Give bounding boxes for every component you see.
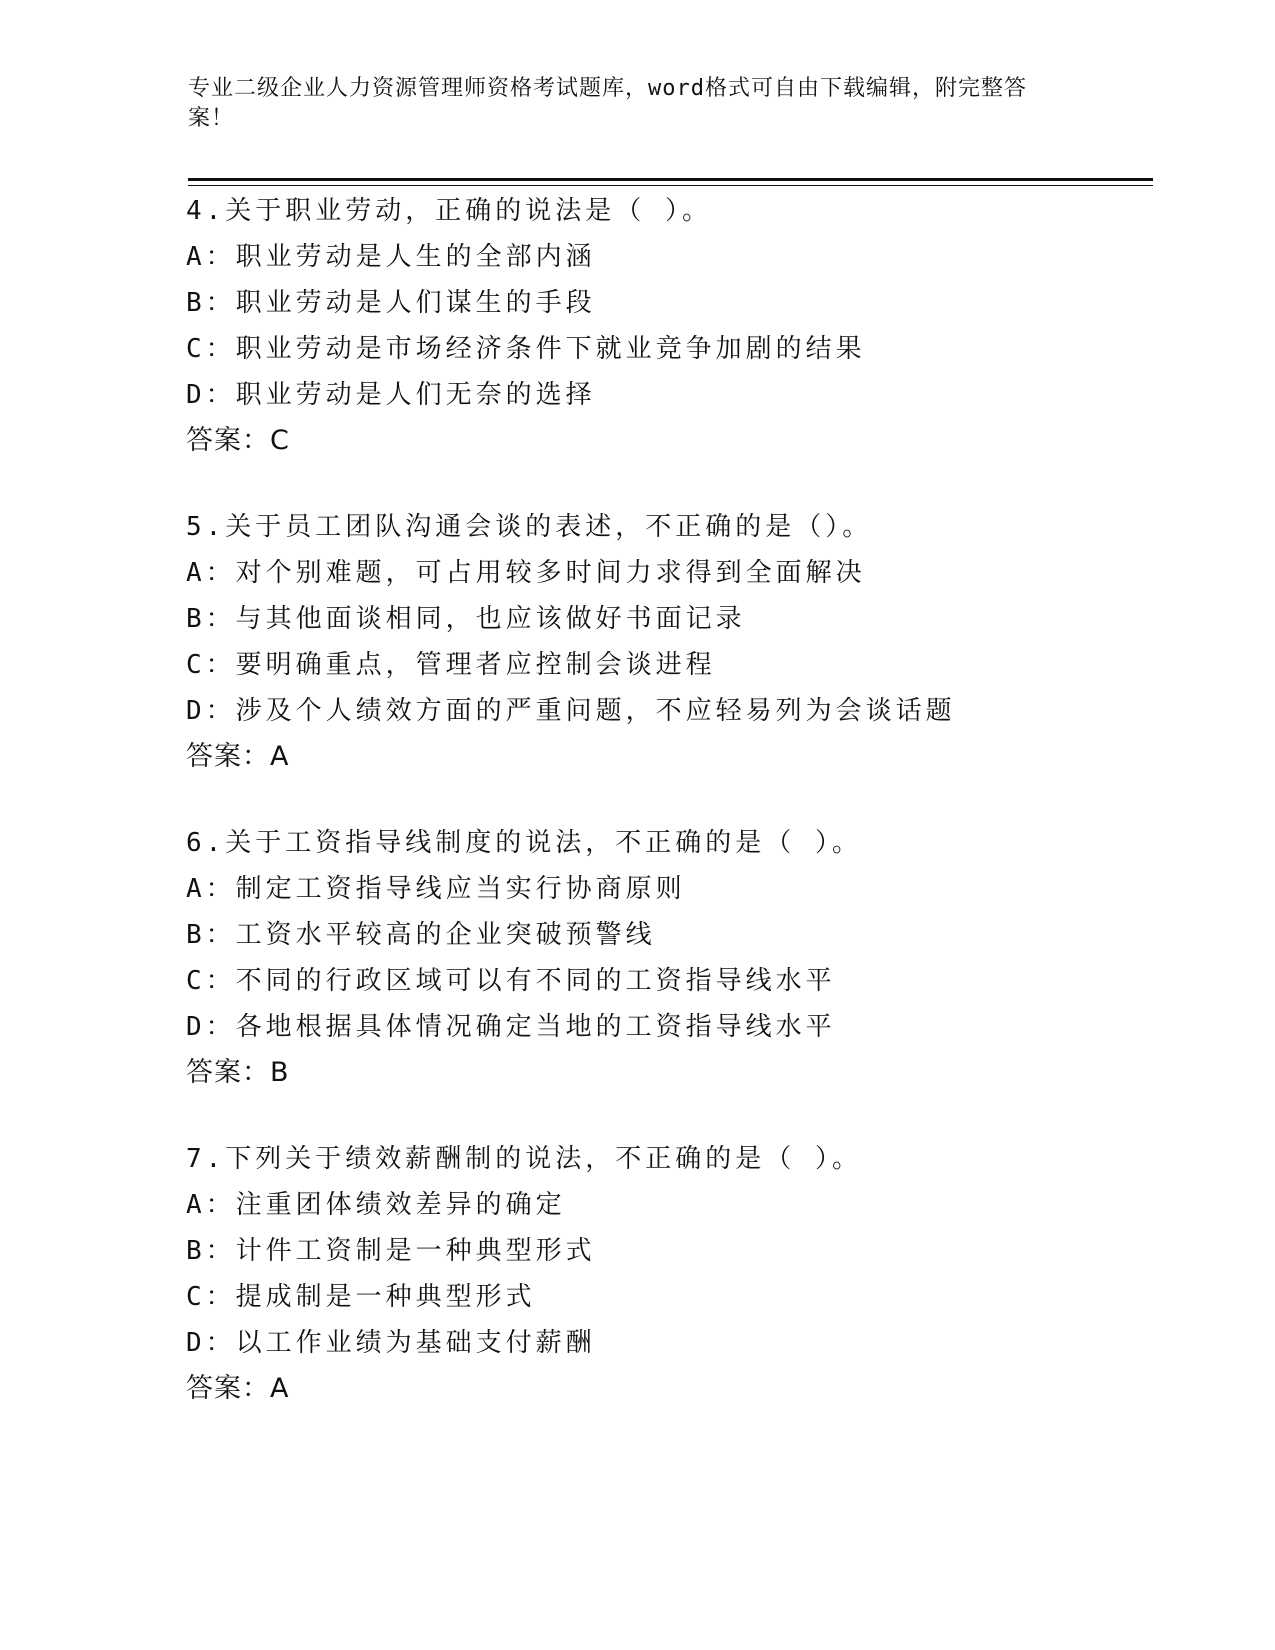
option-b: B：职业劳动是人们谋生的手段	[186, 288, 596, 318]
header-divider-thin	[188, 185, 1153, 186]
document-header: 专业二级企业人力资源管理师资格考试题库，word格式可自由下载编辑，附完整答案！	[188, 76, 1027, 131]
question-5	[186, 504, 1146, 780]
option-c: C：不同的行政区域可以有不同的工资指导线水平	[186, 966, 836, 996]
option-a: A：职业劳动是人生的全部内涵	[186, 242, 596, 272]
option-a: A：注重团体绩效差异的确定	[186, 1190, 566, 1220]
answer-label: 答案：B	[186, 1057, 290, 1088]
option-b: B：计件工资制是一种典型形式	[186, 1236, 596, 1266]
option-d: D：涉及个人绩效方面的严重问题，不应轻易列为会谈话题	[186, 696, 956, 726]
option-d: D：职业劳动是人们无奈的选择	[186, 380, 596, 410]
question-stem: 4.关于职业劳动，正确的说法是（ ）。	[186, 196, 712, 226]
option-b: B：工资水平较高的企业突破预警线	[186, 920, 656, 950]
option-c: C：提成制是一种典型形式	[186, 1282, 536, 1312]
option-a: A：对个别难题，可占用较多时间力求得到全面解决	[186, 558, 866, 588]
question-7	[186, 1136, 1146, 1412]
answer-label: 答案：A	[186, 1373, 290, 1404]
option-d: D：以工作业绩为基础支付薪酬	[186, 1328, 596, 1358]
answer-label: 答案：C	[186, 425, 290, 456]
option-d: D：各地根据具体情况确定当地的工资指导线水平	[186, 1012, 836, 1042]
answer-label: 答案：A	[186, 741, 290, 772]
question-6	[186, 820, 1146, 1096]
question-4	[186, 188, 1146, 464]
question-stem: 7.下列关于绩效薪酬制的说法，不正确的是（ ）。	[186, 1144, 862, 1174]
question-stem: 6.关于工资指导线制度的说法，不正确的是（ ）。	[186, 828, 862, 858]
header-divider-thick	[188, 178, 1153, 181]
option-c: C：职业劳动是市场经济条件下就业竞争加剧的结果	[186, 334, 866, 364]
option-b: B：与其他面谈相同，也应该做好书面记录	[186, 604, 746, 634]
question-list	[186, 188, 1146, 1452]
option-a: A：制定工资指导线应当实行协商原则	[186, 874, 686, 904]
question-stem: 5.关于员工团队沟通会谈的表述，不正确的是（）。	[186, 512, 873, 542]
option-c: C：要明确重点，管理者应控制会谈进程	[186, 650, 716, 680]
